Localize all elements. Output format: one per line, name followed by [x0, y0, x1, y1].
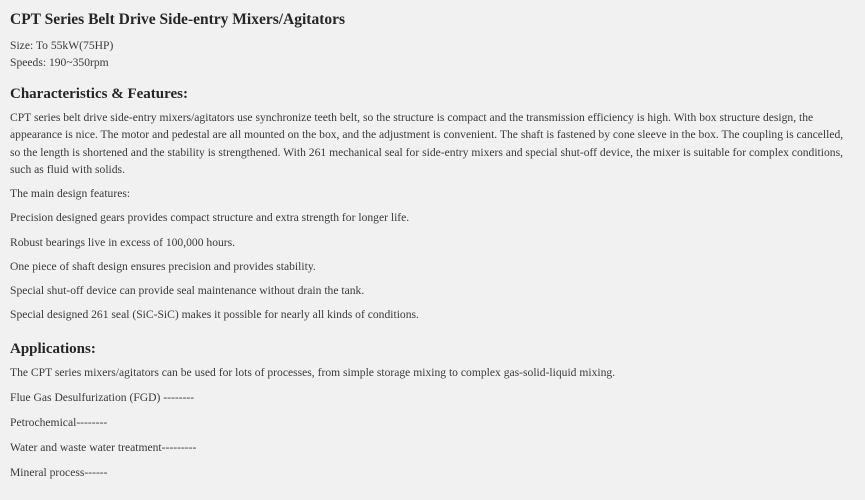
spec-size: Size: To 55kW(75HP)	[10, 39, 114, 53]
feature-item: Robust bearings live in excess of 100,000 hours.	[10, 235, 236, 249]
feature-item: One piece of shaft design ensures precision and provides stability.	[10, 259, 316, 273]
applications-intro: The CPT series mixers/agitators can be used for lots of processes, from simple storage mixing to complex gas-solid-liquid mixing.	[10, 365, 616, 379]
application-item: Water and waste water treatment---------	[10, 441, 197, 455]
characteristics-heading: Characteristics & Features:	[10, 86, 188, 103]
spec-speeds: Speeds: 190~350rpm	[10, 56, 109, 70]
page-title: CPT Series Belt Drive Side-entry Mixers/Agitators	[10, 11, 346, 28]
feature-item: Precision designed gears provides compact structure and extra strength for longer life.	[10, 211, 410, 225]
applications-heading: Applications:	[10, 341, 96, 358]
characteristics-paragraph: CPT series belt drive side-entry mixers/agitators use synchronize teeth belt, so the structure is compact and the transmission efficiency is high. With box structure design, the appearance is nice. The motor and pedestal are all mounted on the box, and the adjustment is convenient. The shaft is fastened by cone sleeve in the box. The coupling is cancelled, so the length is shortened and the stability is strengthened. With 261 mechanical seal for side-entry mixers and special shut-off device, the mixer is suitable for complex conditions, such as fluid with solids.	[10, 110, 844, 177]
feature-item: Special shut-off device can provide seal maintenance without drain the tank.	[10, 284, 365, 298]
application-item: Mineral process------	[10, 466, 108, 480]
application-item: Flue Gas Desulfurization (FGD) --------	[10, 390, 195, 404]
applications-section	[10, 340, 855, 482]
main-design-label: The main design features:	[10, 187, 131, 201]
feature-item: Special designed 261 seal (SiC-SiC) makes it possible for nearly all kinds of conditions.	[10, 308, 419, 322]
specs-block	[10, 37, 855, 71]
characteristics-section	[10, 85, 855, 324]
application-item: Petrochemical--------	[10, 415, 108, 429]
